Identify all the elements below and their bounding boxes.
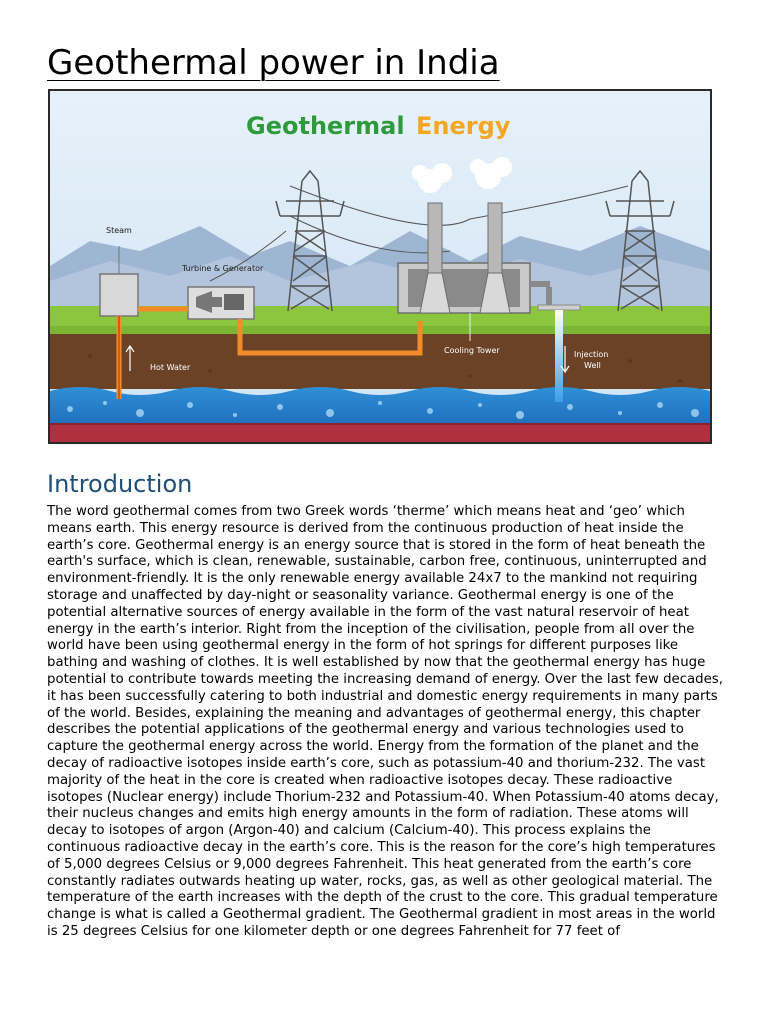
turbine-generator: [188, 287, 254, 319]
intro-paragraph: The word geothermal comes from two Greek words ‘therme’ which means heat and ‘geo’ which means earth. This energy resource is derived from the continuous production of heat inside the earth’s core. Geothermal energy is an energy source that is stored in the form of heat beneath the earth's surface, which is clean, renewable, sustainable, carbon free, continuous, uninterrupted and environment-friendly. It is the only renewable energy available 24x7 to the mankind not requiring storage and unaffected by day-night or seasonality variance. Geothermal energy is one of the potential alternative sources of energy available in the form of the vast natural reservoir of heat energy in the earth’s interior. Right from the inception of the civilisation, people from all over the world have been using geothermal energy in the form of hot springs for different purposes like bathing and washing of clothes. It is well established by now that the geothermal energy has huge potential to contribute towards meeting the increasing demand of energy. Over the last few decades, it has been successfully catering to both industrial and domestic energy requirements in many parts of the world. Besides, explaining the meaning and advantages of geothermal energy, this chapter describes the potential applications of the geothermal energy and various technologies used to capture the geothermal energy across the world. Energy from the formation of the planet and the decay of radioactive isotopes inside earth’s core, such as potassium-40 and thorium-232. The vast majority of the heat in the core is created when radioactive isotopes decay. These radioactive isotopes (Nuclear energy) include Thorium-232 and Potassium-40. When Potassium-40 atoms decay, their nucleus changes and emits high energy amounts in the form of radiation. These atoms will decay to isotopes of argon (Argon-40) and calcium (Calcium-40). This process explains the continuous radioactive decay in the earth’s core. This is the reason for the core’s high temperatures of 5,000 degrees Celsius or 9,000 degrees Fahrenheit. This heat generated from the earth’s core constantly radiates outwards heating up water, rocks, gas, as well as other geological material. The temperature of the earth increases with the depth of the crust to the core. This gradual temperature change is what is called a Geothermal gradient. The Geothermal gradient in most areas in the world is 25 degrees Celsius for one kilometer depth or one degrees Fahrenheit for 77 feet of: [47, 504, 723, 939]
figure-heading-energy: Energy: [416, 112, 511, 140]
injection-well: [555, 310, 563, 402]
label-steam: Steam: [106, 226, 132, 235]
steam-separator: [100, 274, 138, 316]
body-paragraph: [47, 504, 723, 941]
label-injection: Injection: [574, 350, 609, 359]
figure-heading-geothermal: Geothermal: [246, 112, 405, 140]
label-well: Well: [584, 361, 601, 370]
section-heading: Introduction: [47, 470, 193, 498]
soil-layer: [50, 334, 710, 389]
label-turbine-generator: Turbine & Generator: [182, 264, 264, 273]
label-cooling-tower: Cooling Tower: [444, 346, 500, 355]
document-title: Geothermal power in India: [47, 43, 500, 83]
magma-layer: [50, 424, 710, 442]
geothermal-diagram: [50, 91, 710, 442]
label-hot-water: Hot Water: [150, 363, 191, 372]
geothermal-energy-figure: [48, 89, 712, 444]
